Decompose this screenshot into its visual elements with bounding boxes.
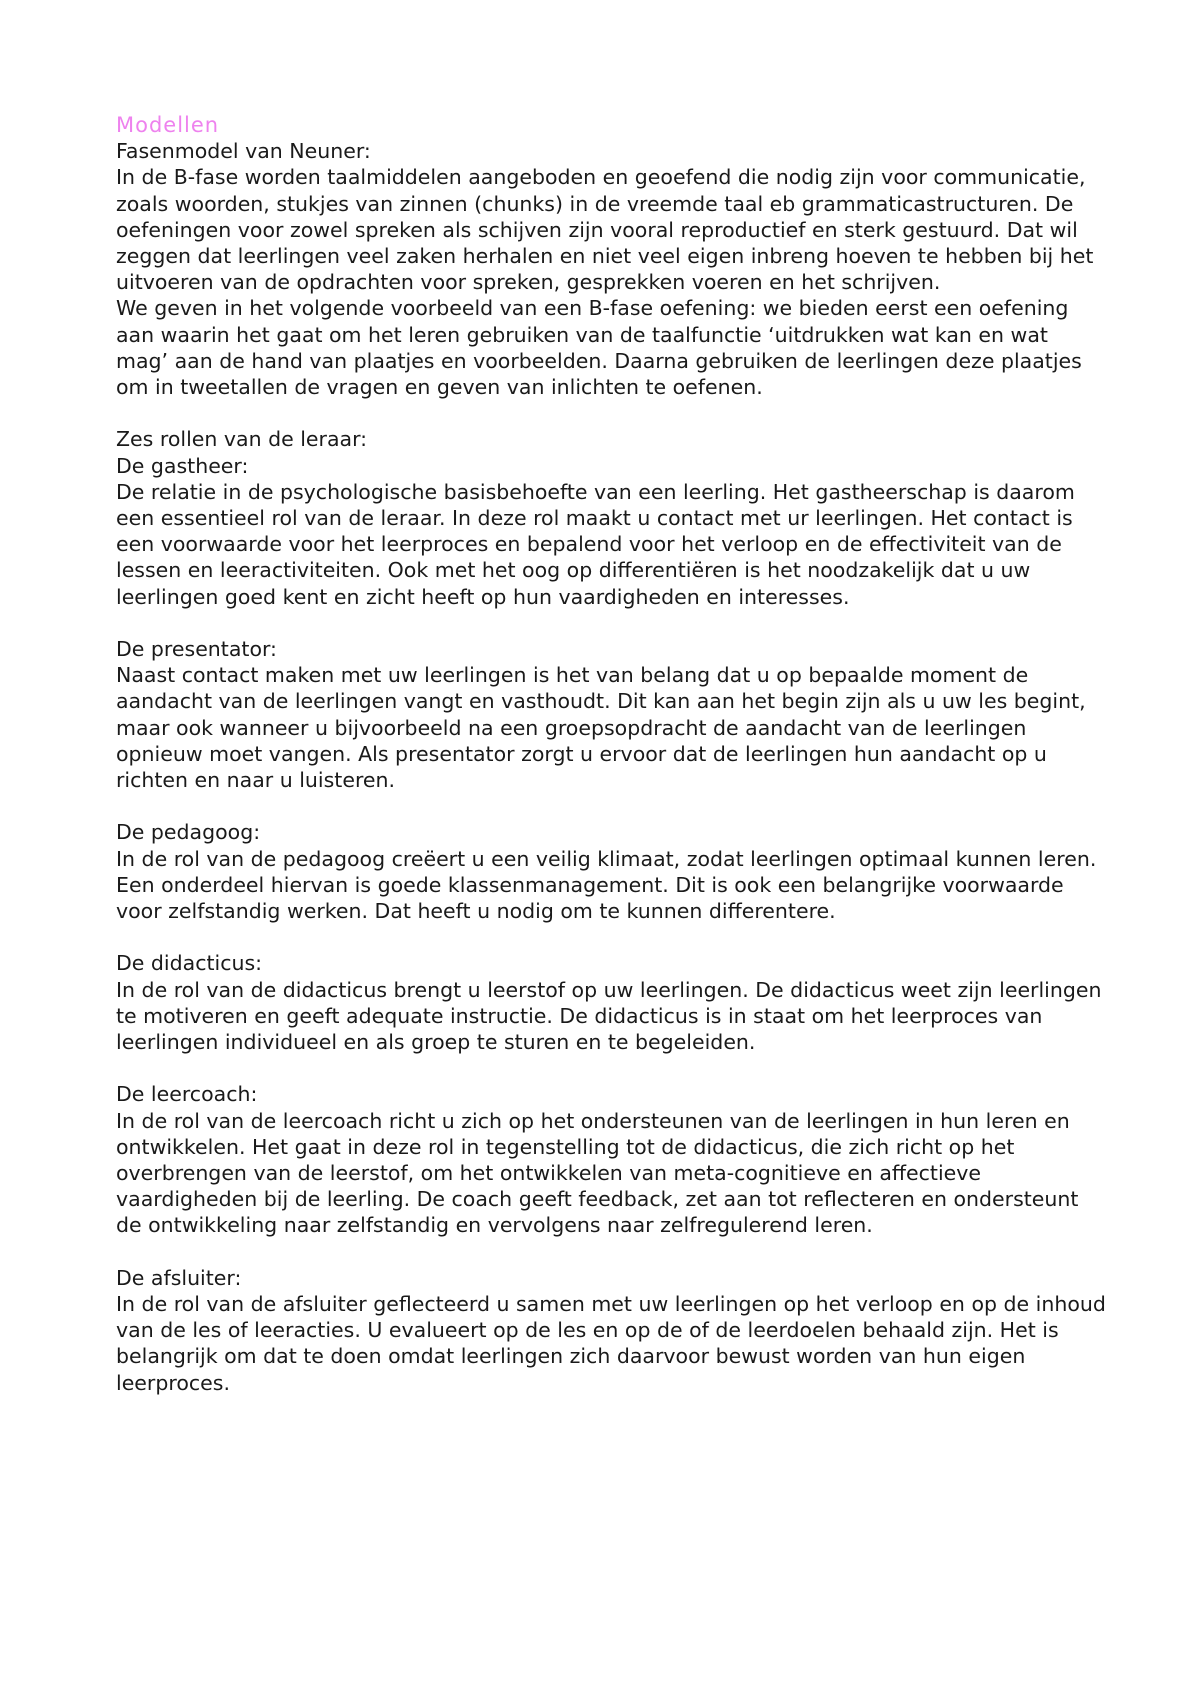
section-title-presentator: De presentator:: [116, 637, 277, 662]
section-title-neuner: Fasenmodel van Neuner:: [116, 139, 371, 164]
didacticus-paragraph: In de rol van de didacticus brengt u leerstof op uw leerlingen. De didacticus weet zijn leerlingen te motiveren en geeft adequate instructie. De didacticus is in staat om het leerproces van leerlingen individueel en als groep te sturen en te begeleiden.: [116, 977, 1109, 1055]
paragraph-spacer: [116, 924, 1106, 950]
paragraph-spacer: [116, 1055, 1106, 1081]
section-title-zes-rollen: Zes rollen van de leraar:: [116, 427, 368, 452]
section-title-pedagoog: De pedagoog:: [116, 820, 261, 845]
neuner-paragraph-1: In de B-fase worden taalmiddelen aangeboden en geoefend die nodig zijn voor communicatie, zoals woorden, stukjes van zinnen (chunks) in de vreemde taal eb grammaticastructuren. De oefeningen voor zowel spreken als schijven zijn vooral reproductief en sterk gestuurd. Dat wil zeggen dat leerlingen veel zaken herhalen en niet veel eigen inbreng hoeven te hebben bij het uitvoeren van de opdrachten voor spreken, gesprekken voeren en het schrijven.: [116, 165, 1100, 295]
document-page: [116, 112, 1113, 1396]
section-title-leercoach: De leercoach:: [116, 1082, 258, 1107]
paragraph-spacer: [116, 1239, 1106, 1265]
afsluiter-paragraph: In de rol van de afsluiter geflecteerd u samen met uw leerlingen op het verloop en op de inhoud van de les of leeracties. U evalueert op de les en op de of de leerdoelen behaald zijn. Het is belangrijk om dat te doen omdat leerlingen zich daarvoor bewust worden van hun eigen leerproces.: [116, 1292, 1113, 1395]
section-title-gastheer: De gastheer:: [116, 453, 249, 478]
section-title-didacticus: De didacticus:: [116, 951, 263, 976]
pedagoog-paragraph: In de rol van de pedagoog creëert u een veilig klimaat, zodat leerlingen optimaal kunnen leren. Een onderdeel hiervan is goede klassenmanagement. Dit is ook een belangrijke voorwaarde voor zelfstandig werken. Dat heeft u nodig om te kunnen differentere.: [116, 846, 1103, 924]
document-heading: Modellen: [116, 113, 220, 137]
paragraph-spacer: [116, 610, 1106, 636]
gastheer-paragraph: De relatie in de psychologische basisbehoefte van een leerling. Het gastheerschap is daarom een essentieel rol van de leraar. In deze rol maakt u contact met ur leerlingen. Het contact is een voorwaarde voor het leerproces en bepalend voor het verloop en de effectiviteit van de lessen en leeractiviteiten. Ook met het oog op differentiëren is het noodzakelijk dat u uw leerlingen goed kent en zicht heeft op hun vaardigheden en interesses.: [116, 479, 1082, 609]
neuner-paragraph-2: We geven in het volgende voorbeeld van een B-fase oefening: we bieden eerst een oefening aan waarin het gaat om het leren gebruiken van de taalfunctie ‘uitdrukken wat kan en wat mag’ aan de hand van plaatjes en voorbeelden. Daarna gebruiken de leerlingen deze plaatjes om in tweetallen de vragen en geven van inlichten te oefenen.: [116, 296, 1089, 400]
section-title-afsluiter: De afsluiter:: [116, 1265, 242, 1290]
leercoach-paragraph: In de rol van de leercoach richt u zich op het ondersteunen van de leerlingen in hun leren en ontwikkelen. Het gaat in deze rol in tegenstelling tot de didacticus, die zich richt op het overbrengen van de leerstof, om het ontwikkelen van meta-cognitieve en affectieve vaardigheden bij de leerling. De coach geeft feedback, zet aan tot reflecteren en ondersteunt de ontwikkeling naar zelfstandig en vervolgens naar zelfregulerend leren.: [116, 1108, 1085, 1238]
paragraph-spacer: [116, 400, 1106, 426]
paragraph-spacer: [116, 793, 1106, 819]
presentator-paragraph: Naast contact maken met uw leerlingen is het van belang dat u op bepaalde moment de aandacht van de leerlingen vangt en vasthoudt. Dit kan aan het begin zijn als u uw les begint, maar ook wanneer u bijvoorbeeld na een groepsopdracht de aandacht van de leerlingen opnieuw moet vangen. Als presentator zorgt u ervoor dat de leerlingen hun aandacht op u richten en naar u luisteren.: [116, 663, 1093, 793]
